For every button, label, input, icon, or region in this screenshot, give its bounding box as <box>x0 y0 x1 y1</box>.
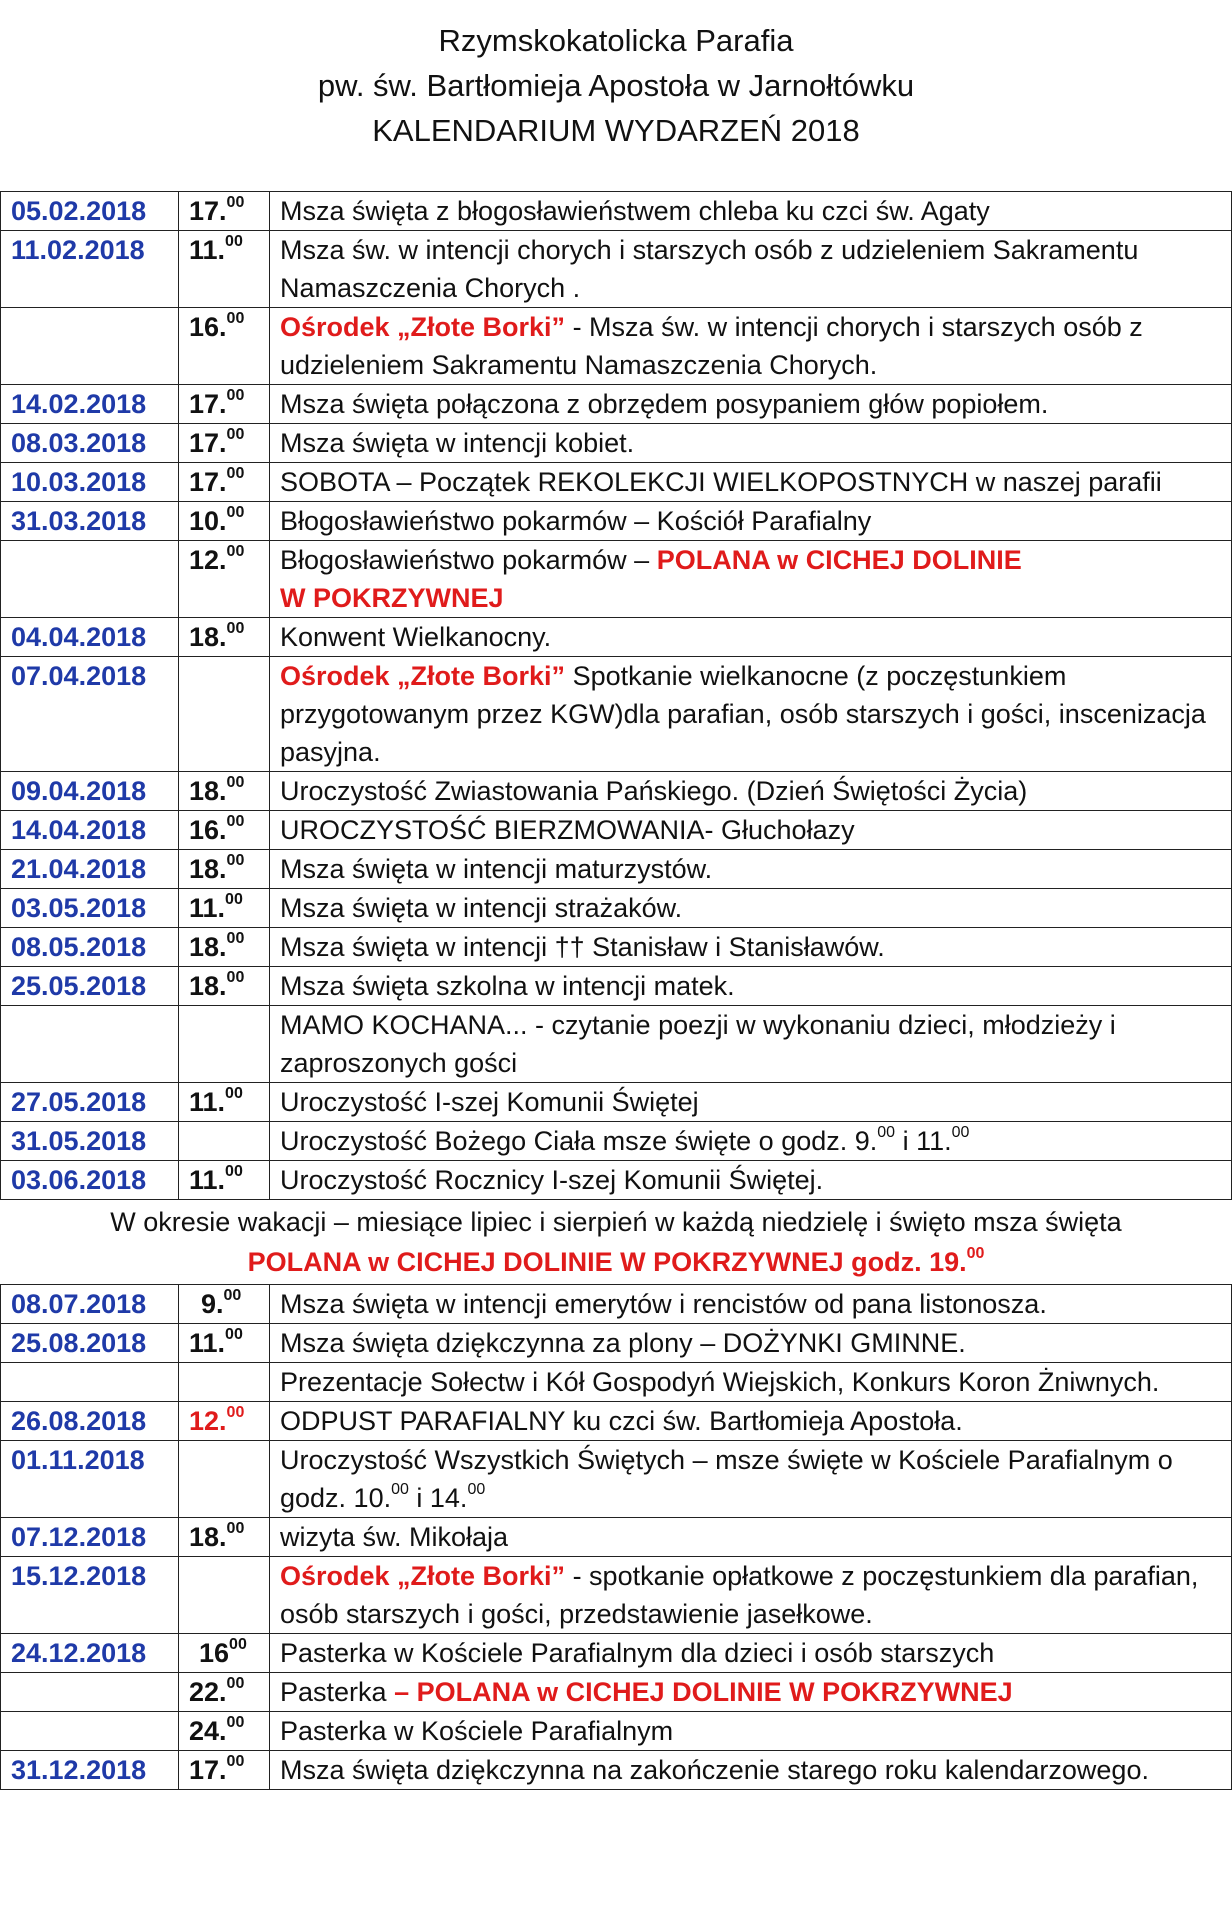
event-venue-highlight: Ośrodek „Złote Borki” <box>280 312 566 342</box>
table-row <box>1 811 1232 850</box>
event-time: 12.00 <box>179 1402 270 1441</box>
event-description: Błogosławieństwo pokarmów – POLANA w CICHEJ DOLINIE W POKRZYWNEJ <box>270 541 1232 618</box>
event-time-empty <box>179 657 270 772</box>
event-date: 31.05.2018 <box>1 1122 179 1161</box>
table-row <box>1 618 1232 657</box>
event-date-empty <box>1 541 179 618</box>
event-time: 18.00 <box>179 772 270 811</box>
event-date: 25.05.2018 <box>1 967 179 1006</box>
event-date: 25.08.2018 <box>1 1324 179 1363</box>
event-time: 18.00 <box>179 618 270 657</box>
event-description: Uroczystość Wszystkich Świętych – msze święte w Kościele Parafialnym o godz. 10.00 i 14.00 <box>270 1441 1232 1518</box>
event-date: 21.04.2018 <box>1 850 179 889</box>
table-row <box>1 1402 1232 1441</box>
table-row <box>1 850 1232 889</box>
event-description: Pasterka – POLANA w CICHEJ DOLINIE W POKRZYWNEJ <box>270 1673 1232 1712</box>
event-date: 14.04.2018 <box>1 811 179 850</box>
table-row <box>1 1006 1232 1083</box>
event-time: 11.00 <box>179 889 270 928</box>
table-row <box>1 967 1232 1006</box>
parish-patron: pw. św. Bartłomieja Apostoła w Jarnołtówku <box>317 68 915 103</box>
event-time: 17.00 <box>179 463 270 502</box>
event-time: 17.00 <box>179 1751 270 1790</box>
table-row <box>1 1083 1232 1122</box>
table-row <box>1 1363 1232 1402</box>
event-time-empty <box>179 1441 270 1518</box>
table-row <box>1 1324 1232 1363</box>
event-description: Msza święta w intencji strażaków. <box>270 889 1232 928</box>
event-description: Msza święta dziękczynna na zakończenie starego roku kalendarzowego. <box>270 1751 1232 1790</box>
event-description: Pasterka w Kościele Parafialnym dla dzieci i osób starszych <box>270 1634 1232 1673</box>
event-date: 04.04.2018 <box>1 618 179 657</box>
event-venue-highlight: – POLANA w CICHEJ DOLINIE W POKRZYWNEJ <box>394 1677 1013 1707</box>
event-description: wizyta św. Mikołaja <box>270 1518 1232 1557</box>
table-row <box>1 502 1232 541</box>
event-date: 03.05.2018 <box>1 889 179 928</box>
event-date: 08.03.2018 <box>1 424 179 463</box>
event-time: 17.00 <box>179 424 270 463</box>
event-date-empty <box>1 1006 179 1083</box>
event-description: Msza święta szkolna w intencji matek. <box>270 967 1232 1006</box>
event-date-empty <box>1 308 179 385</box>
event-description: Msza święta z błogosławieństwem chleba ku czci św. Agaty <box>270 192 1232 231</box>
event-description: Msza święta w intencji kobiet. <box>270 424 1232 463</box>
summer-notice-venue: POLANA w CICHEJ DOLINIE W POKRZYWNEJ godz. 19.00 <box>247 1245 985 1277</box>
event-time: 18.00 <box>179 1518 270 1557</box>
event-date: 03.06.2018 <box>1 1161 179 1200</box>
event-description: Błogosławieństwo pokarmów – Kościół Parafialny <box>270 502 1232 541</box>
event-date: 07.12.2018 <box>1 1518 179 1557</box>
event-date: 14.02.2018 <box>1 385 179 424</box>
parish-name: Rzymskokatolicka Parafia <box>438 23 794 58</box>
table-row <box>1 308 1232 385</box>
event-description: Msza święta dziękczynna za plony – DOŻYNKI GMINNE. <box>270 1324 1232 1363</box>
event-time: 22.00 <box>179 1673 270 1712</box>
event-time: 9.00 <box>179 1285 270 1324</box>
event-description: Uroczystość Rocznicy I-szej Komunii Świętej. <box>270 1161 1232 1200</box>
event-time-empty <box>179 1557 270 1634</box>
event-date: 15.12.2018 <box>1 1557 179 1634</box>
event-time: 11.00 <box>179 1324 270 1363</box>
event-description: Msza święta w intencji emerytów i rencistów od pana listonosza. <box>270 1285 1232 1324</box>
event-time-empty <box>179 1122 270 1161</box>
table-row <box>1 1122 1232 1161</box>
event-description: Msza święta w intencji maturzystów. <box>270 850 1232 889</box>
table-row <box>1 385 1232 424</box>
event-description: Msza św. w intencji chorych i starszych osób z udzieleniem Sakramentu Namaszczenia Chorych . <box>270 231 1232 308</box>
table-row <box>1 424 1232 463</box>
event-description: Ośrodek „Złote Borki” Spotkanie wielkanocne (z poczęstunkiem przygotowanym przez KGW)dla parafian, osób starszych i gości, inscenizacja pasyjna. <box>270 657 1232 772</box>
event-time-empty <box>179 1363 270 1402</box>
event-time: 10.00 <box>179 502 270 541</box>
document-header <box>0 18 1232 153</box>
table-row <box>1 1673 1232 1712</box>
event-date: 11.02.2018 <box>1 231 179 308</box>
table-row <box>1 1712 1232 1751</box>
table-row <box>1 1518 1232 1557</box>
event-time: 16.00 <box>179 811 270 850</box>
event-time: 17.00 <box>179 192 270 231</box>
event-date: 31.03.2018 <box>1 502 179 541</box>
event-date: 01.11.2018 <box>1 1441 179 1518</box>
event-description: Prezentacje Sołectw i Kół Gospodyń Wiejskich, Konkurs Koron Żniwnych. <box>270 1363 1232 1402</box>
table-row <box>1 657 1232 772</box>
event-description: Uroczystość I-szej Komunii Świętej <box>270 1083 1232 1122</box>
event-description: Msza święta połączona z obrzędem posypaniem głów popiołem. <box>270 385 1232 424</box>
event-description: Ośrodek „Złote Borki” - Msza św. w intencji chorych i starszych osób z udzieleniem Sakramentu Namaszczenia Chorych. <box>270 308 1232 385</box>
event-description: Uroczystość Zwiastowania Pańskiego. (Dzień Świętości Życia) <box>270 772 1232 811</box>
table-row <box>1 1285 1232 1324</box>
event-date-empty <box>1 1673 179 1712</box>
summer-notice-text: W okresie wakacji – miesiące lipiec i sierpień w każdą niedzielę i święto msza święta <box>110 1207 1122 1237</box>
event-venue-highlight: W POKRZYWNEJ <box>280 583 504 613</box>
event-date: 09.04.2018 <box>1 772 179 811</box>
event-description: UROCZYSTOŚĆ BIERZMOWANIA- Głuchołazy <box>270 811 1232 850</box>
event-description: Uroczystość Bożego Ciała msze święte o godz. 9.00 i 11.00 <box>270 1122 1232 1161</box>
event-description: Ośrodek „Złote Borki” - spotkanie opłatkowe z poczęstunkiem dla parafian, osób starszych i gości, przedstawienie jasełkowe. <box>270 1557 1232 1634</box>
event-time: 11.00 <box>179 1083 270 1122</box>
event-venue-highlight: POLANA w CICHEJ DOLINIE <box>656 545 1022 575</box>
table-row <box>1 1441 1232 1518</box>
table-row <box>1 1634 1232 1673</box>
event-date: 31.12.2018 <box>1 1751 179 1790</box>
event-venue-highlight: Ośrodek „Złote Borki” <box>280 1561 566 1591</box>
event-description: MAMO KOCHANA... - czytanie poezji w wykonaniu dzieci, młodzieży i zaproszonych gości <box>270 1006 1232 1083</box>
table-row <box>1 889 1232 928</box>
event-time: $16^{00}$ <box>179 1634 270 1673</box>
event-time: 16.00 <box>179 308 270 385</box>
event-date: 07.04.2018 <box>1 657 179 772</box>
table-row <box>1 928 1232 967</box>
event-date: 24.12.2018 <box>1 1634 179 1673</box>
event-date: 05.02.2018 <box>1 192 179 231</box>
event-date-empty <box>1 1712 179 1751</box>
event-description: Msza święta w intencji †† Stanisław i Stanisławów. <box>270 928 1232 967</box>
event-date: 26.08.2018 <box>1 1402 179 1441</box>
event-date-empty <box>1 1363 179 1402</box>
calendar-title: KALENDARIUM WYDARZEŃ 2018 <box>372 113 860 148</box>
table-row <box>1 1557 1232 1634</box>
event-time: 12.00 <box>179 541 270 618</box>
summer-notice <box>1 1200 1232 1285</box>
table-row <box>1 231 1232 308</box>
event-date: 27.05.2018 <box>1 1083 179 1122</box>
table-row <box>1 772 1232 811</box>
event-description: Konwent Wielkanocny. <box>270 618 1232 657</box>
table-row <box>1 1751 1232 1790</box>
event-time: 24.00 <box>179 1712 270 1751</box>
event-time: 11.00 <box>179 1161 270 1200</box>
summer-notice-row <box>1 1200 1232 1285</box>
table-row <box>1 192 1232 231</box>
table-row <box>1 463 1232 502</box>
table-row <box>1 1161 1232 1200</box>
table-row <box>1 541 1232 618</box>
event-venue-highlight: Ośrodek „Złote Borki” <box>280 661 566 691</box>
event-time: 17.00 <box>179 385 270 424</box>
event-time: 18.00 <box>179 967 270 1006</box>
event-date: 10.03.2018 <box>1 463 179 502</box>
event-time: 11.00 <box>179 231 270 308</box>
event-time: 18.00 <box>179 850 270 889</box>
event-time: 18.00 <box>179 928 270 967</box>
event-description: ODPUST PARAFIALNY ku czci św. Bartłomieja Apostoła. <box>270 1402 1232 1441</box>
event-date: 08.05.2018 <box>1 928 179 967</box>
event-date: 08.07.2018 <box>1 1285 179 1324</box>
event-time-empty <box>179 1006 270 1083</box>
events-table <box>0 191 1232 1790</box>
event-description: Pasterka w Kościele Parafialnym <box>270 1712 1232 1751</box>
event-description: SOBOTA – Początek REKOLEKCJI WIELKOPOSTNYCH w naszej parafii <box>270 463 1232 502</box>
